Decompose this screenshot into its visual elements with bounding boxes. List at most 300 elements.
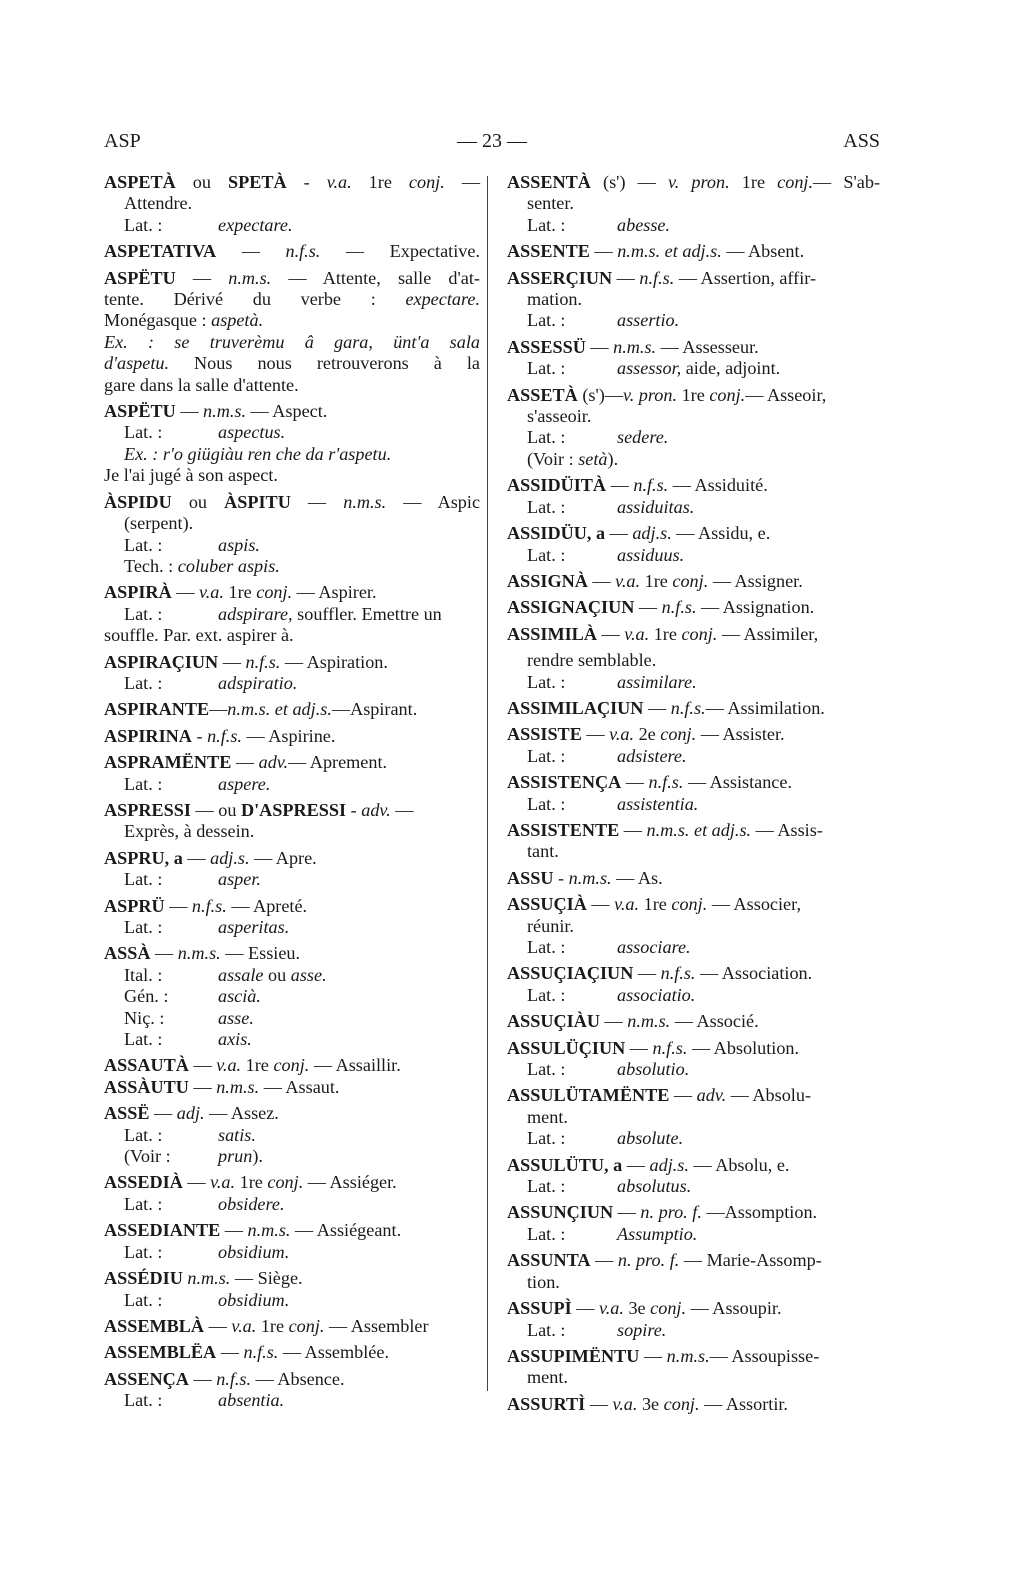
entry-line bbox=[507, 624, 880, 645]
headword: ASPETATIVA bbox=[104, 241, 217, 262]
column-divider bbox=[487, 176, 488, 1391]
italic-text: v. pron. bbox=[668, 172, 730, 192]
italic-text: n.m.s. bbox=[343, 491, 387, 512]
source-label: Lat. : bbox=[527, 745, 566, 766]
definition-text: Exprès, à dessein. bbox=[124, 821, 255, 842]
entry-line bbox=[507, 1298, 880, 1319]
italic-text: n.m.s. bbox=[177, 943, 221, 964]
entry-line bbox=[104, 172, 480, 193]
headword: ASPËTU bbox=[104, 267, 176, 288]
definition-text: 1re bbox=[256, 1315, 289, 1336]
definition-text: — Absolu- bbox=[726, 1085, 812, 1106]
definition-text: 3e bbox=[637, 1393, 664, 1414]
entry-line bbox=[104, 800, 480, 821]
entry-line bbox=[507, 193, 880, 214]
entry-line bbox=[104, 625, 480, 646]
definition-text: — bbox=[175, 401, 204, 422]
definition-text: — bbox=[150, 943, 178, 964]
source-label: Lat. : bbox=[527, 358, 566, 379]
entry-line bbox=[104, 1316, 480, 1337]
definition-text: — bbox=[606, 475, 634, 496]
definition-text: 1re bbox=[639, 894, 672, 915]
definition-text: —Assomption. bbox=[701, 1202, 818, 1223]
source-label: Niç. : bbox=[124, 1007, 165, 1028]
headword: ASSUPÌ bbox=[507, 1298, 572, 1319]
italic-text: adj.s. bbox=[210, 847, 250, 868]
entry-line bbox=[104, 556, 480, 577]
definition-text: — Apre. bbox=[249, 847, 317, 868]
headword: ASSEMBLËA bbox=[104, 1342, 217, 1363]
entry-line bbox=[507, 1202, 880, 1223]
entry-line bbox=[507, 571, 880, 592]
entry-line bbox=[104, 1390, 480, 1411]
entry-line bbox=[507, 358, 880, 379]
definition-text: ). bbox=[252, 1146, 263, 1167]
italic-text: n.f.s. bbox=[652, 1037, 688, 1058]
definition-text: - bbox=[553, 867, 569, 888]
entry-line bbox=[104, 1268, 480, 1289]
definition-text: — Apreté. bbox=[226, 895, 308, 916]
definition-text: senter. bbox=[527, 193, 574, 214]
italic-text: n. pro. f. bbox=[640, 1202, 702, 1223]
definition-text: ). bbox=[607, 448, 619, 469]
definition-text: — Expectative. bbox=[320, 241, 481, 262]
source-label: Lat. : bbox=[124, 1289, 163, 1310]
entry-line bbox=[104, 1029, 480, 1050]
entry-line bbox=[104, 821, 480, 842]
italic-text: conj. bbox=[681, 623, 718, 644]
italic-text: adspirare, bbox=[218, 603, 293, 624]
italic-text: n.m.s. bbox=[627, 1011, 671, 1032]
italic-text: n.m.s. bbox=[187, 1268, 231, 1289]
entry-line bbox=[507, 1394, 880, 1415]
entry-line bbox=[104, 215, 480, 236]
source-label: Lat. : bbox=[124, 917, 163, 937]
entry-line bbox=[104, 1077, 480, 1098]
definition-text: — bbox=[175, 267, 229, 288]
definition-text: — Assignation. bbox=[696, 597, 815, 618]
definition-text: tente. Dérivé du verbe : bbox=[104, 289, 406, 310]
header-right-guide-word: ASS bbox=[843, 130, 880, 152]
entry-line bbox=[104, 774, 480, 795]
source-label: Ital. : bbox=[124, 964, 163, 985]
source-label: Lat. : bbox=[124, 1390, 163, 1411]
italic-text: Assumptio. bbox=[617, 1223, 698, 1244]
italic-text: absolutus. bbox=[617, 1176, 692, 1197]
definition-text: — Aspirine. bbox=[241, 725, 336, 746]
entry-line bbox=[104, 896, 480, 917]
italic-text: conj. bbox=[408, 172, 445, 192]
entry-line bbox=[507, 1320, 880, 1341]
definition-text: — Assiduité. bbox=[668, 475, 768, 496]
definition-text: — Assigner. bbox=[708, 570, 803, 591]
italic-text: conj. bbox=[777, 172, 814, 192]
entry-line bbox=[507, 1250, 880, 1271]
italic-text: v.a. bbox=[598, 1298, 624, 1319]
headword: ASPRESSI bbox=[104, 799, 191, 820]
entry-line bbox=[507, 497, 880, 518]
definition-text: — bbox=[599, 1011, 628, 1032]
italic-text: setà bbox=[578, 448, 608, 469]
entry-line bbox=[104, 1008, 480, 1029]
definition-text: - bbox=[286, 172, 327, 192]
italic-text: n.f.s. bbox=[661, 597, 697, 618]
definition-text: — bbox=[231, 752, 259, 773]
italic-text: n.m.s. bbox=[666, 1345, 710, 1366]
italic-text: adv. bbox=[361, 799, 391, 820]
headword: ASSESSÜ bbox=[507, 336, 586, 357]
entry-line bbox=[507, 868, 880, 889]
definition-text: — bbox=[634, 597, 662, 618]
source-label: Lat. : bbox=[527, 984, 566, 1005]
headword: ASSULÜTAMËNTE bbox=[507, 1085, 670, 1106]
italic-text: n.m.s. bbox=[228, 267, 272, 288]
entry-line bbox=[104, 1146, 480, 1167]
headword: SPETÀ bbox=[228, 172, 287, 192]
italic-text: v.a. bbox=[199, 582, 224, 603]
italic-text: v.a. bbox=[231, 1315, 257, 1336]
definition-text: — Assaut. bbox=[259, 1076, 340, 1097]
italic-text: adj.s. bbox=[632, 523, 672, 544]
definition-text: — bbox=[586, 894, 615, 915]
italic-text: Ex. : se truverèmu â gara, ünt'a sala bbox=[104, 331, 480, 352]
entry-line bbox=[507, 1367, 880, 1388]
page-header bbox=[104, 124, 880, 160]
entry-line bbox=[104, 353, 480, 374]
italic-text: associatio. bbox=[617, 984, 696, 1005]
entry-line bbox=[104, 752, 480, 773]
source-label: Lat. : bbox=[527, 793, 566, 814]
definition-text: — bbox=[581, 724, 610, 745]
source-label: Lat. : bbox=[124, 1241, 163, 1262]
italic-text: assale bbox=[218, 964, 264, 985]
source-label: Lat. : bbox=[527, 544, 566, 565]
entry-line bbox=[507, 963, 880, 984]
definition-text: — Assoupir. bbox=[686, 1298, 782, 1319]
italic-text: assiduus. bbox=[617, 544, 685, 565]
entry-line bbox=[507, 985, 880, 1006]
definition-text: — Assesseur. bbox=[656, 336, 759, 357]
italic-text: v.a. bbox=[326, 172, 352, 192]
source-label: Lat. : bbox=[124, 603, 163, 624]
definition-text: — Assiégeant. bbox=[290, 1220, 402, 1241]
definition-text: — bbox=[619, 819, 647, 840]
italic-text: ascià. bbox=[218, 986, 261, 1007]
source-label: Lat. : bbox=[527, 937, 566, 957]
italic-text: v. pron. bbox=[622, 384, 678, 405]
italic-text: prun bbox=[218, 1146, 253, 1167]
headword: ASSENÇA bbox=[104, 1368, 189, 1389]
definition-text: 1re bbox=[649, 623, 682, 644]
italic-text: v.a. bbox=[614, 894, 640, 915]
definition-text: — Aspic bbox=[386, 491, 481, 512]
headword: ASSAUTÀ bbox=[104, 1055, 189, 1076]
source-label: Lat. : bbox=[527, 1223, 566, 1244]
definition-text: — bbox=[290, 491, 344, 512]
italic-text: assimilare. bbox=[617, 671, 697, 692]
definition-text: — bbox=[209, 699, 228, 720]
italic-text: n.m.s. bbox=[613, 336, 657, 357]
definition-text: Tech. : bbox=[124, 555, 178, 576]
headword: ASSIMILAÇIUN bbox=[507, 697, 644, 718]
entry-line bbox=[104, 604, 480, 625]
definition-text: ou bbox=[263, 964, 291, 985]
definition-text: — ou bbox=[190, 799, 241, 820]
italic-text: aspetà. bbox=[211, 310, 264, 331]
entry-line bbox=[104, 465, 480, 486]
entry-line bbox=[104, 726, 480, 747]
entry-line bbox=[507, 1085, 880, 1106]
definition-text: 1re bbox=[351, 172, 409, 192]
definition-text: — Assis- bbox=[751, 819, 823, 840]
definition-text: — bbox=[625, 1037, 653, 1058]
headword: ASSIDÜU, a bbox=[507, 523, 606, 544]
definition-text: — bbox=[218, 651, 246, 672]
definition-text: — bbox=[643, 697, 671, 718]
entry-line bbox=[507, 1272, 880, 1293]
definition-text: — Absolu, e. bbox=[688, 1154, 790, 1175]
italic-text: asse. bbox=[218, 1007, 254, 1028]
definition-text: Je l'ai jugé à son aspect. bbox=[104, 465, 278, 486]
definition-text: — Assoupisse- bbox=[709, 1345, 820, 1366]
definition-text: — bbox=[585, 336, 614, 357]
definition-text: — Assister. bbox=[696, 724, 785, 745]
definition-text: 1re bbox=[241, 1055, 274, 1076]
definition-text: (s')— bbox=[577, 384, 623, 405]
headword: ASSENTE bbox=[507, 241, 590, 262]
entry-line bbox=[104, 310, 480, 331]
definition-text: — bbox=[605, 523, 633, 544]
italic-text: conj. bbox=[288, 1315, 325, 1336]
entry-line bbox=[104, 422, 480, 443]
italic-text: n.f.s. bbox=[648, 772, 684, 793]
headword: ASSISTENTE bbox=[507, 819, 620, 840]
definition-text: — Assidu, e. bbox=[671, 523, 771, 544]
italic-text: conj. bbox=[267, 1172, 304, 1193]
headword: ASSENTÀ bbox=[507, 172, 591, 192]
italic-text: aspere. bbox=[218, 773, 271, 794]
entry-line bbox=[104, 1172, 480, 1193]
definition-text: ou bbox=[171, 491, 225, 512]
entry-line bbox=[507, 772, 880, 793]
definition-text: — bbox=[613, 1202, 641, 1223]
entry-line bbox=[104, 1242, 480, 1263]
italic-text: v.a. bbox=[609, 724, 635, 745]
entry-line bbox=[507, 427, 880, 448]
italic-text: n.f.s. bbox=[639, 267, 675, 288]
entry-line bbox=[507, 1059, 880, 1080]
headword: D'ASPRESSI bbox=[240, 799, 347, 820]
headword: ASPIRÀ bbox=[104, 582, 172, 603]
italic-text: conj. bbox=[660, 724, 697, 745]
definition-text: 3e bbox=[623, 1298, 651, 1319]
headword: ASSÉDIU bbox=[104, 1268, 183, 1289]
definition-text: (serpent). bbox=[124, 513, 194, 534]
definition-text: — bbox=[216, 241, 286, 262]
definition-text: — bbox=[149, 1103, 177, 1124]
definition-text: 1re bbox=[223, 582, 257, 603]
entry-line bbox=[507, 1155, 880, 1176]
definition-text: — Assistance. bbox=[683, 772, 792, 793]
definition-text: — bbox=[444, 172, 481, 192]
definition-text: — Aspiration. bbox=[280, 651, 388, 672]
source-label: Lat. : bbox=[124, 1193, 163, 1214]
entry-line bbox=[104, 1342, 480, 1363]
definition-text: — bbox=[639, 1345, 667, 1366]
definition-text: souffle. Par. ext. aspirer à. bbox=[104, 625, 294, 646]
definition-text: ment. bbox=[527, 1367, 568, 1388]
entry-line bbox=[507, 241, 880, 262]
page-number: — 23 — bbox=[457, 130, 527, 152]
definition-text: mation. bbox=[527, 289, 583, 310]
entry-line bbox=[507, 794, 880, 815]
italic-text: asper. bbox=[218, 869, 261, 890]
italic-text: d'aspetu. bbox=[104, 353, 170, 374]
entry-line bbox=[507, 1176, 880, 1197]
source-label: Lat. : bbox=[124, 1029, 163, 1050]
headword: ASPIRAÇIUN bbox=[104, 651, 219, 672]
entry-line bbox=[507, 1011, 880, 1032]
definition-text: — bbox=[587, 570, 616, 591]
definition-text: — bbox=[585, 1393, 613, 1414]
italic-text: associare. bbox=[617, 937, 691, 957]
right-column bbox=[507, 172, 880, 1415]
definition-text: ou bbox=[175, 172, 228, 192]
italic-text: assiduitas. bbox=[617, 496, 695, 517]
italic-text: assertio. bbox=[617, 310, 680, 331]
headword: ASSEMBLÀ bbox=[104, 1315, 205, 1336]
entry-line bbox=[104, 375, 480, 396]
source-label: Lat. : bbox=[124, 422, 163, 443]
definition-text: 1re bbox=[729, 172, 778, 192]
definition-text: — bbox=[204, 1315, 232, 1336]
italic-text: obsidere. bbox=[218, 1193, 285, 1214]
definition-text: — Assemblée. bbox=[278, 1342, 389, 1363]
entry-line bbox=[104, 1220, 480, 1241]
headword: ASSISTE bbox=[507, 724, 582, 745]
source-label: Lat. : bbox=[124, 534, 163, 555]
entry-line bbox=[104, 1194, 480, 1215]
definition-text: — bbox=[390, 799, 414, 820]
definition-text: 1re bbox=[235, 1172, 268, 1193]
italic-text: asperitas. bbox=[218, 917, 290, 937]
entry-line bbox=[507, 841, 880, 862]
entry-line bbox=[507, 545, 880, 566]
italic-text: axis. bbox=[218, 1029, 252, 1050]
entry-line bbox=[507, 289, 880, 310]
entry-line bbox=[104, 869, 480, 890]
italic-text: n.m.s. bbox=[568, 867, 612, 888]
definition-text: — bbox=[621, 772, 649, 793]
entry-line bbox=[507, 310, 880, 331]
entry-line bbox=[104, 652, 480, 673]
headword: ASSÀ bbox=[104, 943, 151, 964]
definition-text: gare dans la salle d'attente. bbox=[104, 374, 299, 395]
source-label: Lat. : bbox=[124, 869, 163, 890]
definition-text: rendre semblable. bbox=[527, 650, 657, 671]
entry-line bbox=[104, 332, 480, 353]
italic-text: obsidium. bbox=[218, 1241, 290, 1262]
headword: ASSUÇIAÇIUN bbox=[507, 963, 634, 984]
headword: ASSETÀ bbox=[507, 384, 578, 405]
italic-text: n.m.s. bbox=[247, 1220, 291, 1241]
italic-text: satis. bbox=[218, 1124, 256, 1145]
definition-text: — Assimilation. bbox=[705, 697, 825, 718]
italic-text: n.m.s. et adj.s. bbox=[646, 819, 752, 840]
entry-line bbox=[104, 917, 480, 938]
italic-text: n.f.s. bbox=[243, 1342, 279, 1363]
italic-text: sopire. bbox=[617, 1319, 667, 1340]
headword: ASSUNÇIUN bbox=[507, 1202, 614, 1223]
italic-text: v.a. bbox=[624, 623, 650, 644]
italic-text: sedere. bbox=[617, 427, 669, 448]
italic-text: n.f.s. bbox=[191, 895, 227, 916]
entry-line bbox=[507, 894, 880, 915]
definition-text: — bbox=[589, 241, 618, 262]
definition-text: — Absolution. bbox=[687, 1037, 800, 1058]
headword: ASSEDIÀ bbox=[104, 1172, 183, 1193]
entry-line bbox=[507, 672, 880, 693]
italic-text: n.f.s. bbox=[285, 241, 321, 262]
source-label: Lat. : bbox=[527, 310, 566, 331]
entry-line bbox=[104, 943, 480, 964]
italic-text: aspectus. bbox=[218, 422, 286, 443]
headword: ASSUPIMËNTU bbox=[507, 1345, 640, 1366]
entry-line bbox=[507, 1107, 880, 1128]
source-label: (Voir : bbox=[124, 1146, 171, 1167]
headword: ASSIGNÀ bbox=[507, 570, 588, 591]
italic-text: coluber aspis. bbox=[177, 555, 280, 576]
entry-line bbox=[507, 385, 880, 406]
headword: ASSULÜÇIUN bbox=[507, 1037, 626, 1058]
entry-line bbox=[104, 1369, 480, 1390]
italic-text: conj. bbox=[671, 894, 708, 915]
definition-text: — bbox=[590, 1250, 618, 1271]
source-label: Lat. : bbox=[124, 773, 163, 794]
definition-text: — bbox=[622, 1154, 650, 1175]
definition-text: — Associer, bbox=[707, 894, 801, 915]
entry-line bbox=[104, 1125, 480, 1146]
italic-text: n.f.s. bbox=[670, 697, 706, 718]
source-label: Lat. : bbox=[527, 671, 566, 692]
definition-text: — bbox=[669, 1085, 697, 1106]
entry-line bbox=[507, 746, 880, 767]
headword: ÀSPIDU bbox=[104, 491, 172, 512]
entry-line bbox=[507, 172, 880, 193]
entry-line bbox=[507, 597, 880, 618]
source-label: Lat. : bbox=[527, 427, 566, 448]
italic-text: assessor, bbox=[617, 358, 682, 379]
definition-text: 1re bbox=[677, 384, 710, 405]
headword: ASPETÀ bbox=[104, 172, 176, 192]
entry-line bbox=[104, 444, 480, 465]
entry-line bbox=[507, 724, 880, 745]
headword: ASSISTENÇA bbox=[507, 772, 622, 793]
italic-text: absolutio. bbox=[617, 1059, 690, 1080]
italic-text: n.f.s. bbox=[216, 1368, 252, 1389]
definition-text: — Association. bbox=[695, 963, 813, 984]
entry-line bbox=[104, 1290, 480, 1311]
entry-line bbox=[507, 406, 880, 427]
italic-text: n.f.s. bbox=[633, 475, 669, 496]
italic-text: expectare. bbox=[405, 289, 480, 310]
entry-line bbox=[507, 268, 880, 289]
source-label: Lat. : bbox=[124, 672, 163, 693]
headword: ASSUÇIÀ bbox=[507, 894, 587, 915]
source-label: Lat. : bbox=[527, 1176, 566, 1197]
italic-text: Ex. : r'o giügiàu ren che da r'aspetu. bbox=[124, 443, 392, 464]
definition-text: — Absent. bbox=[721, 241, 805, 262]
